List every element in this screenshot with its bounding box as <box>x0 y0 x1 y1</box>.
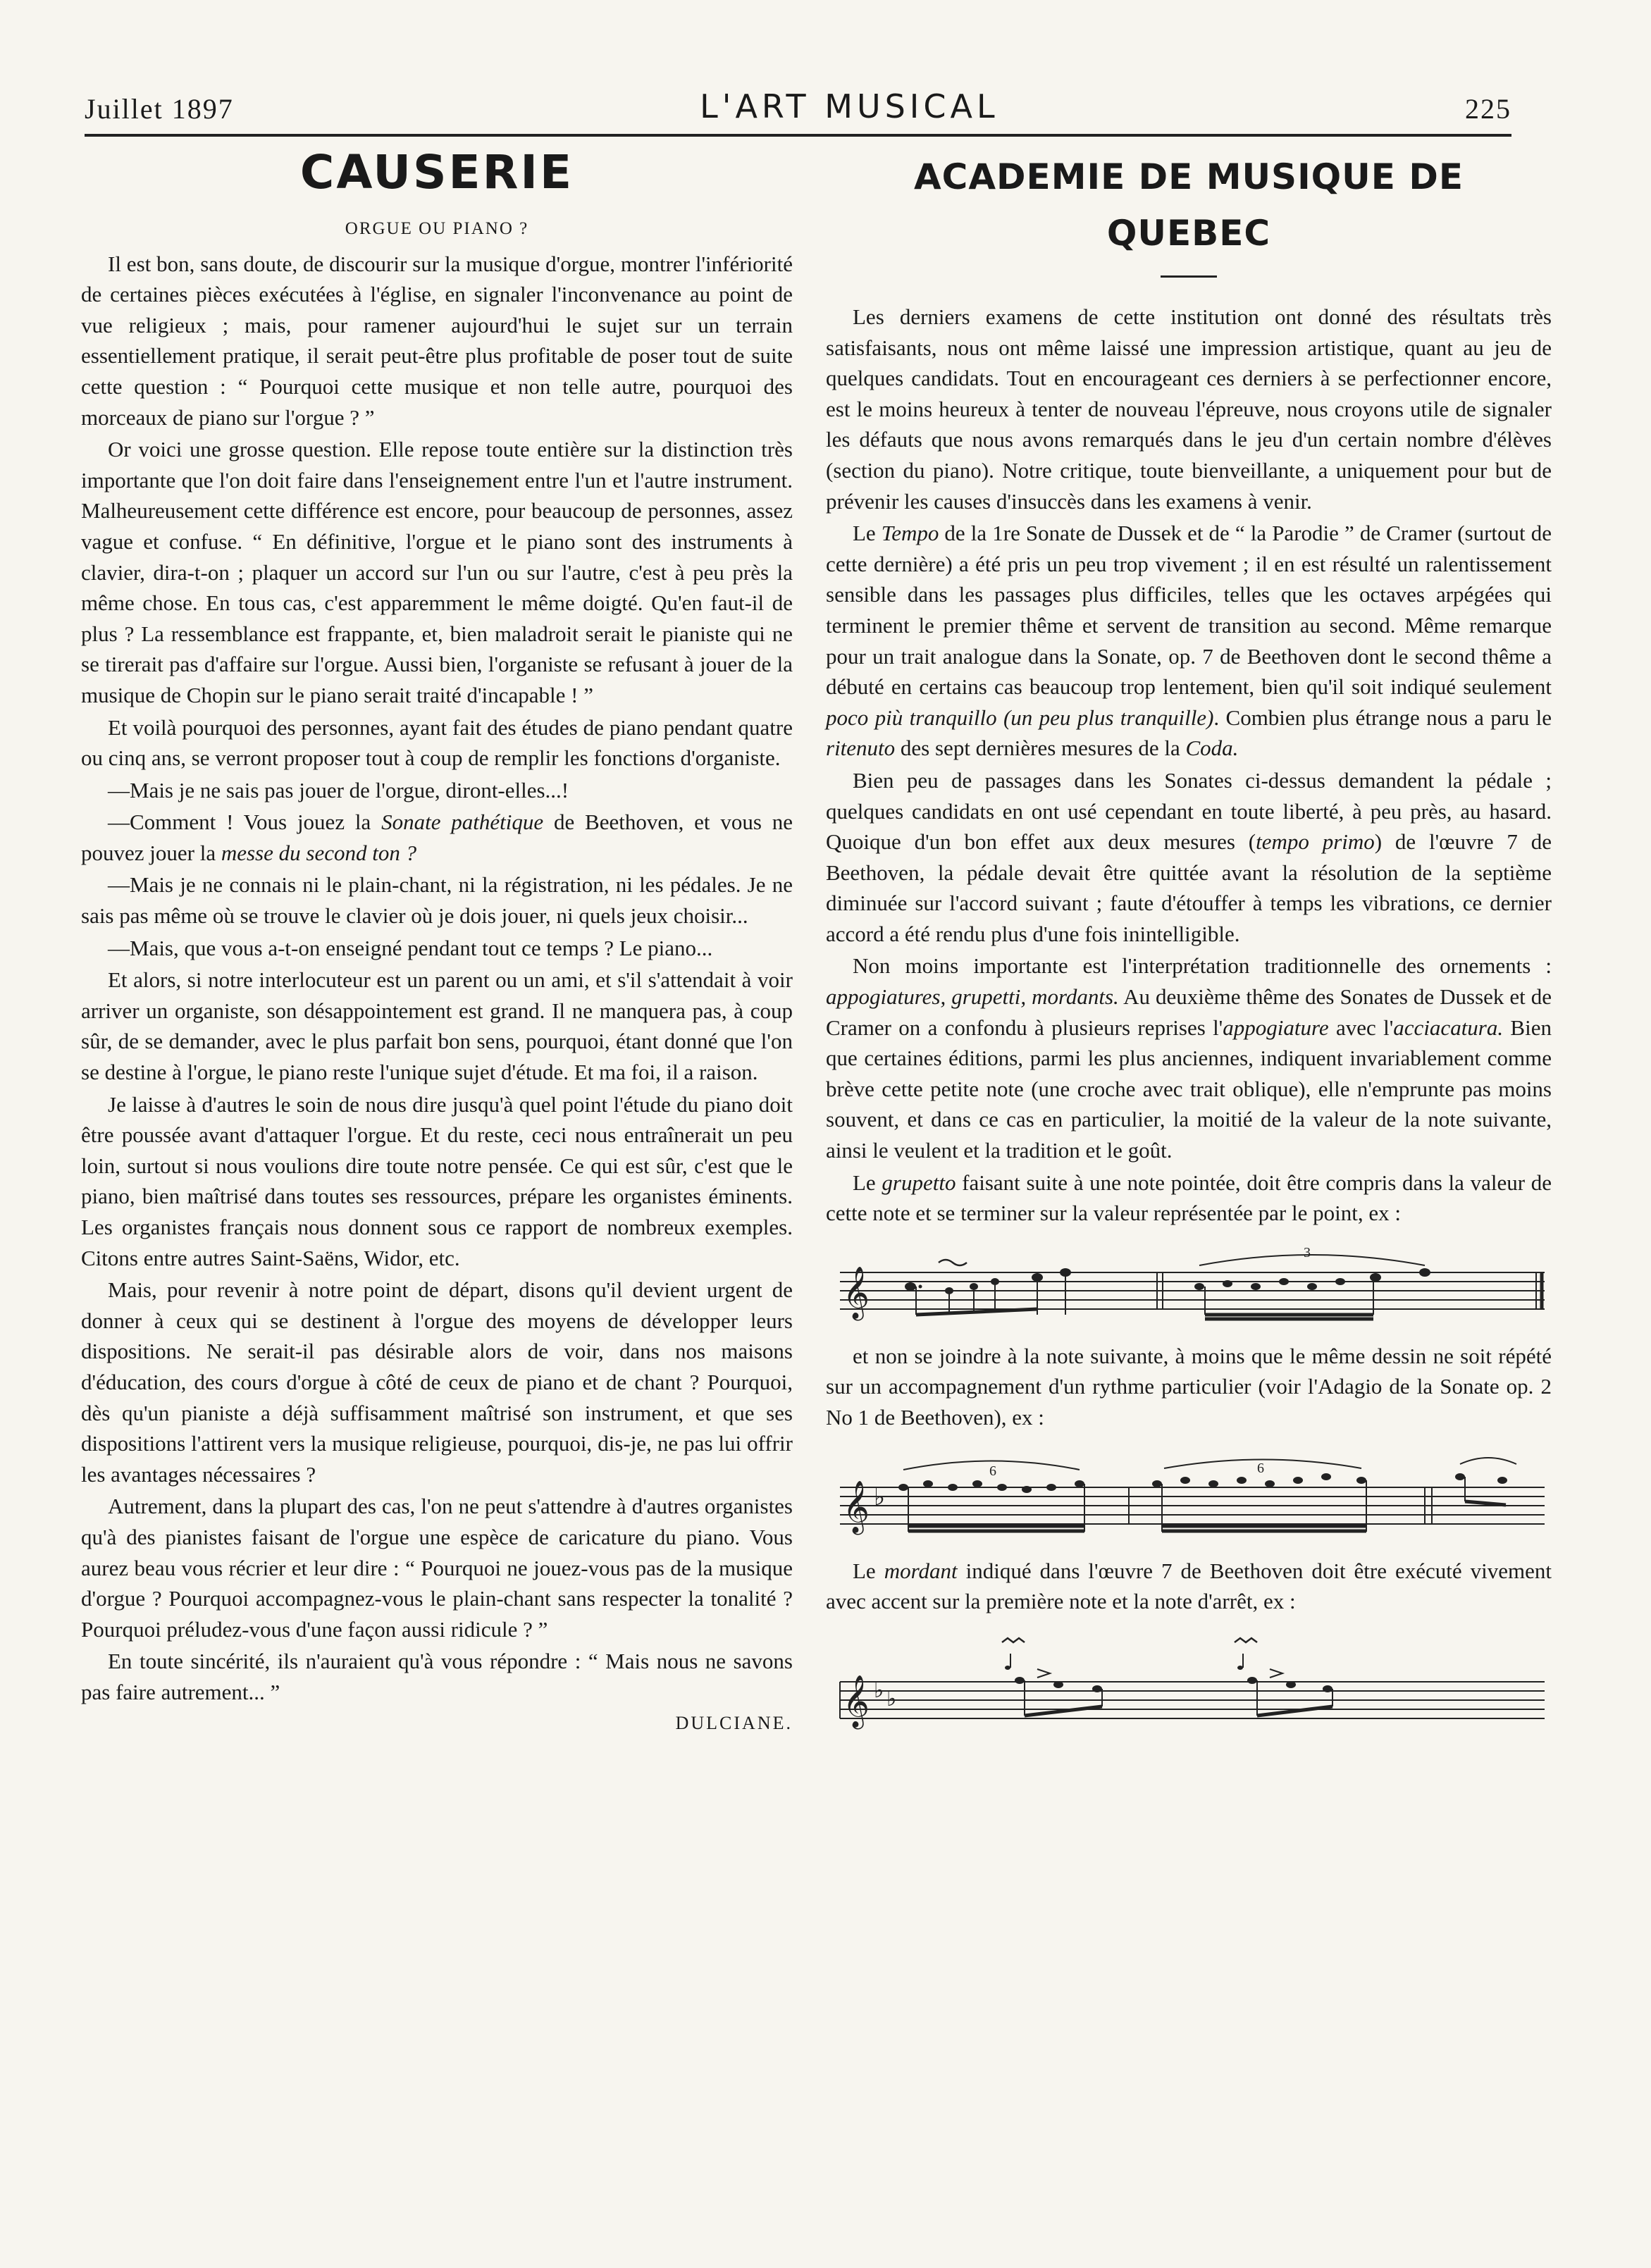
author-signature: DULCIANE. <box>675 1712 793 1733</box>
causerie-body <box>81 249 793 1708</box>
svg-text:𝄞: 𝄞 <box>843 1480 870 1533</box>
text-run: —Mais je ne sais pas jouer de l'orgue, diront-elles...! <box>108 777 569 803</box>
text-run: grupetto <box>882 1170 956 1195</box>
running-header <box>85 83 1511 125</box>
text-run: Mais, pour revenir à notre point de départ, disons qu'il devient urgent de donner à ceux qui se destinent à l'orgue des moyens de développer leurs dispositions. Ne serait-il pas désirable alors de voir, dans nos maisons d'éducation, des cours d'orgue à côté de ceux de piano et de chant ? Pourquoi, dès qu'un pianiste a déjà suffisamment maîtrisé son instrument, et que ses dispositions l'attirent vers la musique religieuse, pourquoi, dis-je, ne pas lui offrir les avantages nécessaires ? <box>81 1277 793 1487</box>
page-number: 225 <box>1464 93 1511 125</box>
text-run: Le <box>853 1170 882 1195</box>
academie-paragraph <box>826 518 1552 764</box>
text-run: Les derniers examens de cette institution ont donné des résultats très satisfaisants, nous ont même laissé une impression artistique, quant au jeu de quelques candidats. Tout en encourageant ces derniers à se perfectionner encore, est le moins heureux à tenter de nouveau l'épreuve, nous croyons utile de signaler les défauts que nous avons remarqués dans le jeu d'un certain nombre d'élèves (section du piano). Notre critique, toute bienveillante, a uniquement pour but de prévenir les causes d'insuccès dans les examens à venir. <box>826 304 1552 514</box>
text-run: Or voici une grosse question. Elle repose toute entière sur la distinction très importante que l'on doit faire dans l'enseignement entre l'un et l'autre instrument. Malheureusement cette différence est encore, pour beaucoup de personnes, assez vague et confuse. “ En définitive, l'orgue et le piano sont des instruments à clavier, dira-t-on ; plaquer un accord sur l'un ou sur l'autre, c'est à peu près la même chose. En tous cas, c'est apparemment le même doigté. Qu'en faut-il de plus ? La ressemblance est frappante, et, bien maladroit serait le pianiste qui ne se tirerait pas d'affaire sur l'orgue. Aussi bien, l'organiste se refusant à jouer de la musique de Chopin sur le piano serait traité d'incapable ! ” <box>81 437 793 707</box>
causerie-title: CAUSERIE <box>299 145 574 199</box>
causerie-paragraph <box>81 1646 793 1707</box>
text-run: de Beethoven, et vous ne pouvez jouer la <box>81 810 793 865</box>
text-run: appogiatures, grupetti, mordants. <box>826 984 1119 1010</box>
svg-text:𝄞: 𝄞 <box>843 1675 870 1728</box>
academie-paragraph <box>826 1167 1552 1229</box>
academie-body-a <box>826 302 1552 1229</box>
tuplet-mark-2: 6 <box>1257 1460 1264 1476</box>
causerie-paragraph <box>81 1275 793 1489</box>
text-run: . Combien plus étrange nous a paru le <box>1213 705 1552 730</box>
text-run: indiqué dans l'œuvre 7 de Beethoven doit être exécuté vivement avec accent sur la première note et la note d'arrêt, ex : <box>826 1558 1552 1614</box>
causerie-paragraph <box>81 249 793 433</box>
title-rule <box>1161 275 1217 278</box>
svg-text:𝄞: 𝄞 <box>843 1266 870 1319</box>
causerie-paragraph <box>81 933 793 964</box>
text-run: Le <box>853 521 882 546</box>
text-run: —Mais je ne connais ni le plain-chant, ni la régistration, ni les pédales. Je ne sais pas même où se trouve le clavier où je dois jouer, ni quels jeux choisir... <box>81 872 793 929</box>
text-run: Non moins importante est l'interprétation traditionnelle des ornements : <box>853 953 1552 979</box>
causerie-paragraph <box>81 434 793 710</box>
academie-paragraph <box>826 950 1552 1165</box>
academie-paragraph <box>826 1556 1552 1617</box>
music-example-grupetto <box>826 1244 1552 1325</box>
text-run: —Comment ! Vous jouez la <box>108 810 382 835</box>
right-column <box>826 144 1552 1747</box>
text-run: —Mais, que vous a-t-on enseigné pendant tout ce temps ? Le piano... <box>108 935 713 960</box>
causerie-paragraph <box>81 1089 793 1274</box>
text-run: avec l' <box>1328 1015 1394 1040</box>
text-run: acciacatura. <box>1393 1015 1504 1040</box>
causerie-paragraph <box>81 1491 793 1644</box>
text-run: de la 1re Sonate de Dussek et de “ la Parodie ” de Cramer (surtout de cette dernière) a été pris un peu trop vivement ; il en est résulté un ralentissement sensible dans les passages plus difficiles, telles que les octaves arpégées qui terminent le premier thême et servent de transition au second. Même remarque pour un trait analogue dans la Sonate, op. 7 de Beethoven dont le second thême a débuté en certains cas beaucoup trop lentement, bien qu'il soit indiqué seulement <box>826 521 1552 700</box>
causerie-subtitle: ORGUE OU PIANO ? <box>345 219 529 238</box>
text-run: mordant <box>884 1558 958 1583</box>
text-run: Sonate pathétique <box>381 810 544 835</box>
academie-body-b <box>826 1341 1552 1433</box>
tuplet-mark: 6 <box>989 1463 996 1479</box>
text-run: Le <box>853 1558 884 1583</box>
causerie-paragraph <box>81 775 793 806</box>
left-column <box>81 144 793 1738</box>
issue-date: Juillet 1897 <box>85 93 234 125</box>
academie-paragraph <box>826 1341 1552 1433</box>
header-rule <box>85 134 1511 137</box>
text-run: poco più tranquillo (un peu plus tranquille) <box>826 705 1214 730</box>
causerie-paragraph <box>81 965 793 1087</box>
causerie-paragraph <box>81 807 793 868</box>
journal-title: L'ART MUSICAL <box>700 87 999 125</box>
text-run: Autrement, dans la plupart des cas, l'on ne peut s'attendre à d'autres organistes qu'à des pianistes faisant de l'orgue une espèce de caricature du piano. Vous aurez beau vous récrier et leur dire : “ Pourquoi ne jouez-vous pas de la musique d'orgue ? Pourquoi accompagnez-vous le plain-chant sans respecter la tonalité ? Pourquoi préludez-vous d'une façon aussi ridicule ? ” <box>81 1494 793 1642</box>
text-run: tempo primo <box>1256 829 1375 855</box>
causerie-paragraph <box>81 869 793 931</box>
text-run: messe du second ton ? <box>221 840 417 865</box>
text-run: Au deuxième thême des Sonates de Dussek et de Cramer on a confondu à plusieurs reprises l' <box>826 984 1552 1040</box>
music-example-mordant <box>826 1632 1552 1731</box>
tuplet-mark: 3 <box>1304 1244 1311 1260</box>
academie-paragraph <box>826 302 1552 516</box>
text-run: Et voilà pourquoi des personnes, ayant fait des études de piano pendant quatre ou cinq ans, se verront proposer tout à coup de remplir les fonctions d'organiste. <box>81 714 793 771</box>
svg-text:♭: ♭ <box>874 1484 886 1511</box>
academie-paragraph <box>826 765 1552 950</box>
text-run: Tempo <box>881 521 939 546</box>
text-run: faisant suite à une note pointée, doit être compris dans la valeur de cette note et se terminer sur la valeur représentée par le point, ex : <box>826 1170 1552 1226</box>
text-run: Coda. <box>1185 736 1239 761</box>
text-run: En toute sincérité, ils n'auraient qu'à vous répondre : “ Mais nous ne savons pas faire autrement... ” <box>81 1649 793 1704</box>
text-run: ) de l'œuvre 7 de Beethoven, la pédale devait être quittée avant la résolution de la septième diminuée sur l'accord suivant ; faute d'étouffer à temps les vibrations, ce dernier accord a été rendu plus d'une fois inintelligible. <box>826 829 1552 946</box>
svg-text:♭: ♭ <box>874 1678 884 1702</box>
text-run: et non se joindre à la note suivante, à moins que le même dessin ne soit répété sur un accompagnement d'un rythme particulier (voir l'Adagio de la Sonate op. 2 No 1 de Beethoven), ex : <box>826 1343 1552 1430</box>
text-run: des sept dernières mesures de la <box>895 736 1186 761</box>
text-run: Je laisse à d'autres le soin de nous dire jusqu'à quel point l'étude du piano doit être poussée avant d'attaquer l'orgue. Et du reste, ceci nous entraînerait un peu loin, surtout si nous voulions dire toute notre pensée. Ce qui est sûr, c'est que le piano, bien maîtrisé dans toutes ses ressources, prépare les organistes éminents. Les organistes français nous donnent sous ce rapport de nombreux exemples. Citons entre autres Saint-Saëns, Widor, etc. <box>81 1091 793 1270</box>
text-run: Bien peu de passages dans les Sonates ci-dessus demandent la pédale ; quelques candidats en ont usé cependant en toute liberté, à peu près, au hasard. Quoique d'un bon effet aux deux mesures ( <box>826 767 1552 855</box>
text-run: Et alors, si notre interlocuteur est un parent ou un ami, et s'il s'attendait à voir arriver un organiste, son désappointement est grand. Il ne manquera pas, à coup sûr, de se demander, avec le plus parfait bon sens, pourquoi, étant donné que l'on se destine à l'orgue, le piano reste l'unique sujet d'étude. Et ma foi, il a raison. <box>81 967 793 1085</box>
text-run: ritenuto <box>826 736 896 761</box>
text-run: appogiature <box>1223 1015 1329 1040</box>
academie-title: ACADEMIE DE MUSIQUE DE QUEBEC <box>913 156 1464 254</box>
text-run: Il est bon, sans doute, de discourir sur la musique d'orgue, montrer l'infériorité de certaines pièces exécutées à l'église, en signaler l'inconvenance au point de vue religieux ; mais, pour ramener aujourd'hui le sujet sur un terrain essentiellement pratique, il serait peut-être plus profitable de poser tout de suite cette question : “ Pourquoi cette musique et non telle autre, pourquoi des morceaux de piano sur l'orgue ? ” <box>81 251 793 430</box>
svg-text:♭: ♭ <box>886 1687 897 1711</box>
causerie-paragraph <box>81 712 793 774</box>
text-run: Bien que certaines éditions, parmi les plus anciennes, indiquent invariablement comme brève cette petite note (une croche avec trait oblique), elle n'emprunte pas moins souvent, et dans ce cas en particulier, la moitié de la valeur de la note suivante, ainsi le veulent et la tradition et le goût. <box>826 1015 1552 1163</box>
music-example-adagio <box>826 1449 1552 1540</box>
academie-body-c <box>826 1556 1552 1617</box>
